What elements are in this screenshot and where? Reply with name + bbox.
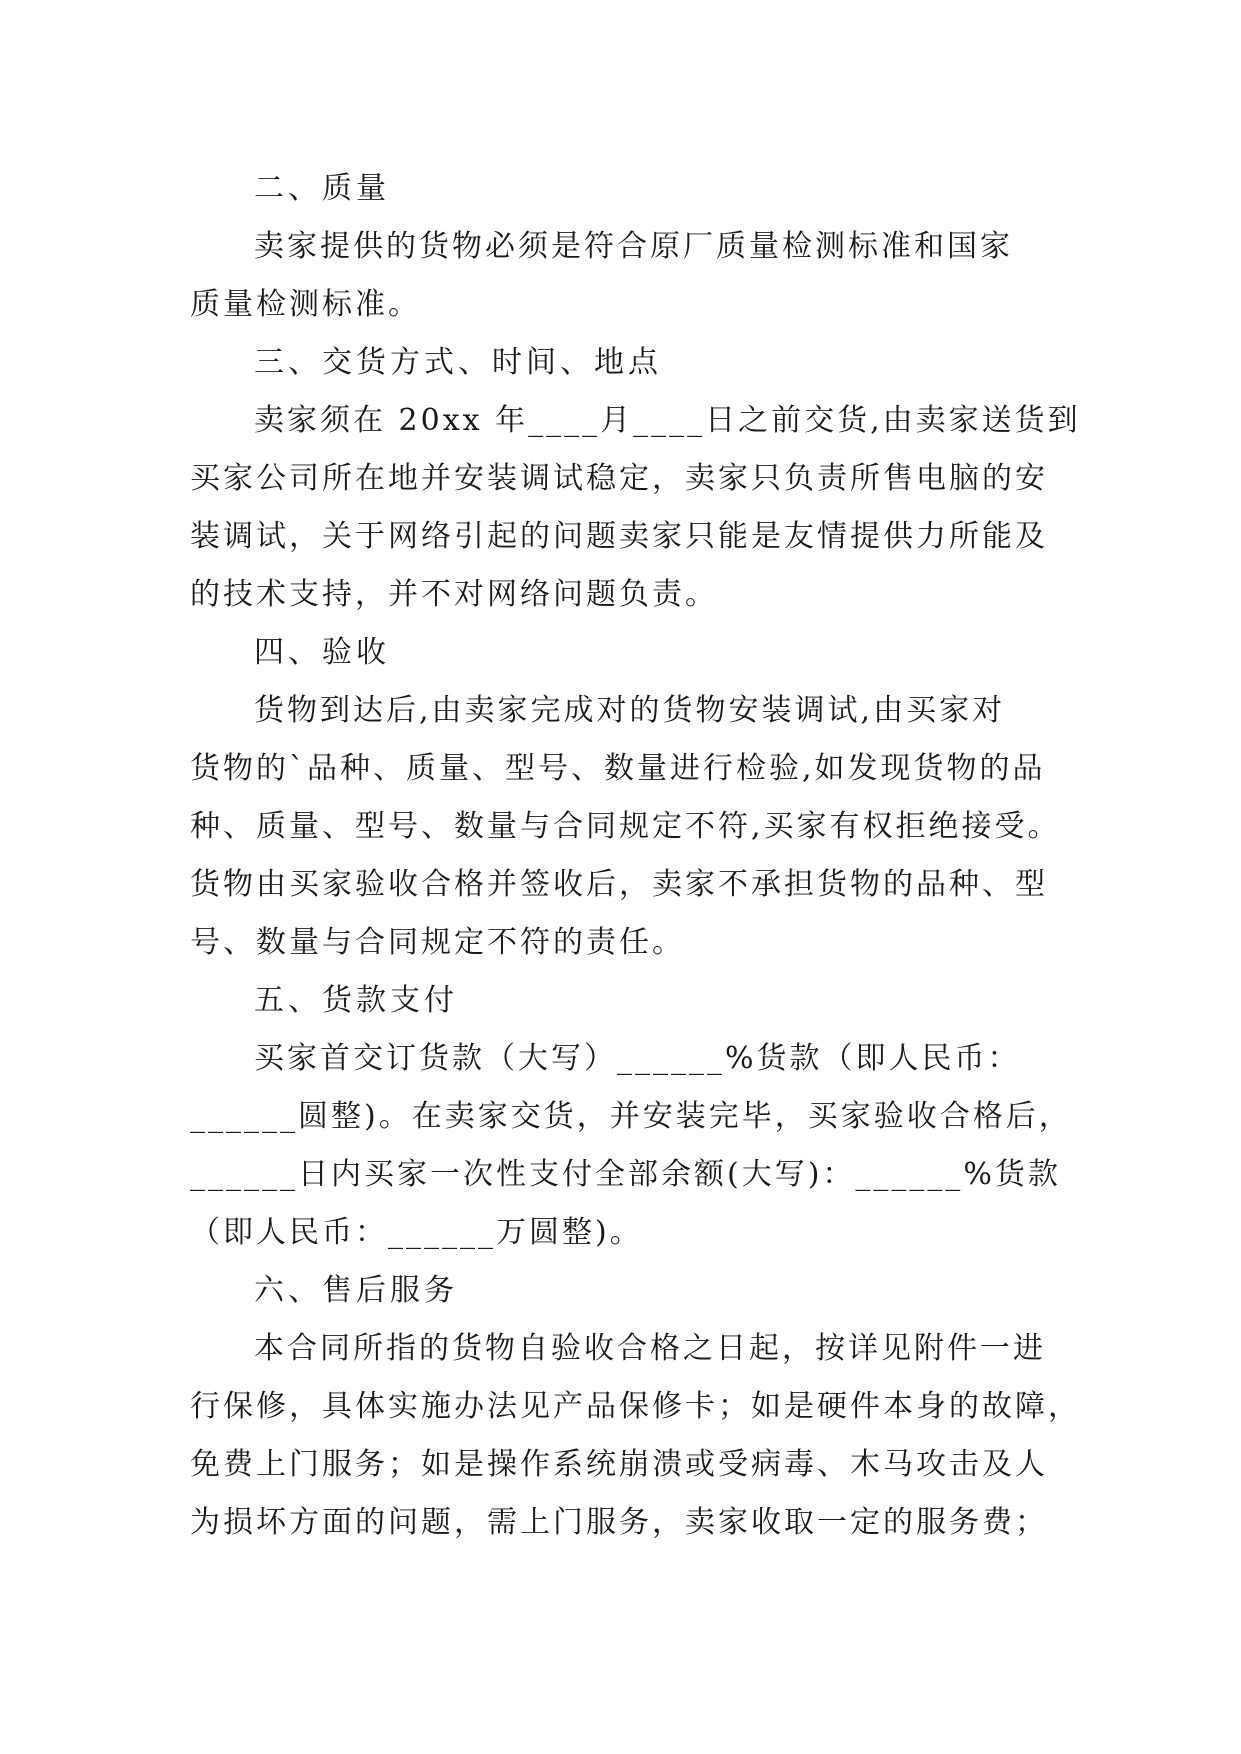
- section-heading-after-sales: 六、售后服务: [254, 1273, 458, 1308]
- paragraph-line: 的技术支持，并不对网络问题负责。: [190, 577, 718, 612]
- paragraph-line: 装调试，关于网络引起的问题卖家只能是友情提供力所能及: [190, 519, 1048, 554]
- paragraph-line: 买家首交订货款（大写）______%货款（即人民币：: [254, 1041, 1021, 1076]
- section-heading-acceptance: 四、验收: [254, 635, 390, 670]
- paragraph-line: 行保修，具体实施办法见产品保修卡；如是硬件本身的故障，: [190, 1389, 1081, 1424]
- section-heading-payment: 五、货款支付: [254, 983, 458, 1018]
- paragraph-line: 质量检测标准。: [190, 287, 421, 322]
- section-heading-delivery: 三、交货方式、时间、地点: [254, 345, 662, 380]
- paragraph-line: 卖家提供的货物必须是符合原厂质量检测标准和国家: [254, 229, 1013, 264]
- paragraph-line: 货物的`品种、质量、型号、数量进行检验,如发现货物的品: [190, 751, 1046, 786]
- paragraph-line: 卖家须在 20xx 年____月____日之前交货,由卖家送货到: [254, 403, 1081, 438]
- paragraph-line: 种、质量、型号、数量与合同规定不符,买家有权拒绝接受。: [190, 809, 1061, 844]
- paragraph-line: 为损坏方面的问题，需上门服务，卖家收取一定的服务费；: [190, 1505, 1048, 1540]
- paragraph-line: ______圆整)。在卖家交货，并安装完毕，买家验收合格后，: [190, 1099, 1072, 1134]
- paragraph-line: 买家公司所在地并安装调试稳定，卖家只负责所售电脑的安: [190, 461, 1048, 496]
- document-body: [190, 160, 1081, 1552]
- paragraph-line: ______日内买家一次性支付全部余额(大写)：______%货款: [190, 1157, 1061, 1192]
- paragraph-line: （即人民币：______万圆整)。: [190, 1215, 643, 1250]
- paragraph-line: 本合同所指的货物自验收合格之日起，按详见附件一进: [254, 1331, 1046, 1366]
- paragraph-line: 号、数量与合同规定不符的责任。: [190, 925, 685, 960]
- paragraph-line: 免费上门服务；如是操作系统崩溃或受病毒、木马攻击及人: [190, 1447, 1048, 1482]
- paragraph-line: 货物由买家验收合格并签收后，卖家不承担货物的品种、型: [190, 867, 1048, 902]
- section-heading-quality: 二、质量: [254, 171, 390, 206]
- paragraph-line: 货物到达后,由卖家完成对的货物安装调试,由买家对: [254, 693, 1006, 728]
